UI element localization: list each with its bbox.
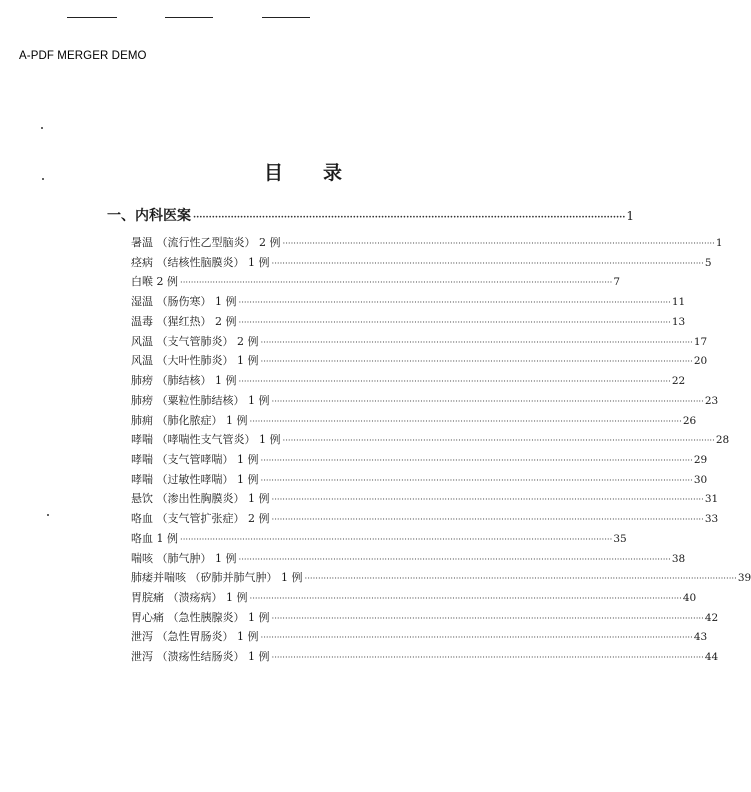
entry-label: 哮喘 （过敏性哮喘） 1 例 [131, 472, 259, 486]
toc-entry [131, 293, 686, 309]
dot-leader: ································································································································································ [260, 475, 693, 486]
entry-page-number: 13 [671, 315, 686, 328]
entry-page-number: 22 [671, 375, 686, 387]
entry-page-number: 26 [682, 414, 697, 427]
entry-label: 泄泻 （急性胃肠炎） 1 例 [131, 630, 259, 644]
toc-entry [131, 412, 697, 428]
toc-entry [131, 490, 719, 506]
entry-page-number: 31 [704, 493, 719, 506]
entry-page-number: 39 [737, 572, 751, 585]
entry-page-number: 5 [704, 256, 712, 269]
entry-page-number: 42 [704, 611, 719, 624]
dot-leader: ································································································································································ [260, 337, 693, 348]
entry-label: 风温 （大叶性肺炎） 1 例 [131, 354, 259, 368]
toc-section-row [107, 205, 635, 225]
dot-leader: ································································································································································ [260, 633, 693, 644]
toc-entry [131, 589, 697, 605]
toc-entry [131, 530, 627, 546]
dot-leader: ································································································································································ [282, 239, 715, 249]
entry-label: 喘咳 （肺气肿） 1 例 [131, 551, 237, 565]
dot-leader: ································································································································································ [249, 416, 682, 427]
entry-page-number: 40 [682, 592, 697, 604]
entry-page-number: 7 [613, 276, 620, 289]
dot-leader: ································································································································································ [238, 317, 671, 328]
dot-leader: ································································································································································ [271, 258, 704, 269]
dot-leader: ·········································································································································· [193, 213, 626, 223]
toc-entry [131, 471, 708, 487]
dot-leader: ································································································································································ [180, 534, 613, 545]
dot-leader: ································································································································································ [260, 455, 693, 466]
title-char-1: 目 [264, 162, 284, 184]
toc-entry [131, 550, 686, 566]
entry-page-number: 11 [671, 296, 686, 309]
entry-label: 肺痈 （肺化脓症） 1 例 [131, 413, 248, 427]
entry-label: 白喉 2 例 [131, 275, 178, 289]
dot-leader: ································································································································································ [249, 594, 682, 604]
dot-leader: ································································································································································ [260, 357, 693, 368]
section-page: 1 [626, 209, 635, 223]
entry-label: 哮喘 （哮喘性支气管炎） 1 例 [131, 433, 281, 447]
entry-label: 胃脘痛 （溃疡病） 1 例 [131, 591, 248, 604]
section-label: 一、内科医案 [107, 208, 191, 224]
entry-page-number: 1 [715, 237, 723, 249]
toc-entry [131, 392, 719, 408]
watermark-text: A-PDF MERGER DEMO [19, 50, 147, 62]
entry-label: 悬饮 （渗出性胸膜炎） 1 例 [131, 492, 270, 506]
toc-entry [131, 273, 620, 289]
dot-leader: ································································································································································ [238, 298, 671, 309]
entry-page-number: 33 [704, 513, 719, 526]
title-char-2: 录 [323, 162, 343, 184]
toc-entry [131, 510, 719, 526]
toc-entry [131, 234, 723, 250]
entry-page-number: 20 [693, 355, 708, 368]
entry-label: 哮喘 （支气管哮喘） 1 例 [131, 452, 259, 466]
toc-entry [131, 451, 708, 467]
entry-label: 肺痿并喘咳 （矽肺并肺气肿） 1 例 [131, 571, 303, 585]
entry-label: 温毒 （猩红热） 2 例 [131, 314, 237, 328]
entry-label: 湿温 （肠伤寒） 1 例 [131, 295, 237, 309]
dot-leader: ································································································································································ [238, 554, 671, 565]
entry-page-number: 43 [693, 631, 708, 644]
entry-page-number: 28 [715, 434, 730, 447]
toc-entry [131, 372, 686, 388]
dot-leader: ································································································································································ [304, 574, 737, 585]
toc-entry [131, 352, 708, 368]
dot-leader: ································································································································································ [238, 377, 671, 387]
toc-entry [131, 254, 712, 270]
toc-entry [131, 609, 719, 625]
entry-label: 咯血 （支气管扩张症） 2 例 [131, 512, 270, 526]
entry-label: 肺痨 （肺结核） 1 例 [131, 374, 237, 387]
dot-leader: ································································································································································ [282, 436, 715, 447]
entry-page-number: 30 [693, 473, 708, 486]
entry-label: 痉病 （结核性脑膜炎） 1 例 [131, 255, 270, 269]
entry-label: 泄泻 （溃疡性结肠炎） 1 例 [131, 650, 270, 664]
toc-entry [131, 333, 708, 349]
entry-page-number: 29 [693, 453, 708, 466]
toc-entry [131, 569, 751, 585]
toc-entry [131, 648, 719, 664]
dot-leader: ································································································································································ [271, 613, 704, 624]
entry-label: 肺痨 （粟粒性肺结核） 1 例 [131, 393, 270, 407]
dot-leader: ································································································································································ [271, 653, 704, 664]
toc-entry [131, 431, 730, 447]
entry-label: 暑温 （流行性乙型脑炎） 2 例 [131, 236, 281, 249]
entry-page-number: 44 [704, 651, 719, 664]
entry-page-number: 17 [693, 335, 708, 348]
toc-entry [131, 628, 708, 644]
dot-leader: ································································································································································ [271, 495, 704, 506]
dot-leader: ································································································································································ [180, 278, 613, 289]
dot-leader: ································································································································································ [271, 396, 704, 407]
entry-page-number: 38 [671, 552, 686, 565]
entry-page-number: 23 [704, 394, 719, 407]
entry-label: 咯血 1 例 [131, 531, 178, 545]
dot-leader: ································································································································································ [271, 515, 704, 526]
entry-label: 风温 （支气管肺炎） 2 例 [131, 334, 259, 348]
entry-label: 胃心痛 （急性胰腺炎） 1 例 [131, 610, 270, 624]
entry-page-number: 35 [613, 532, 627, 545]
toc-entry [131, 313, 686, 329]
